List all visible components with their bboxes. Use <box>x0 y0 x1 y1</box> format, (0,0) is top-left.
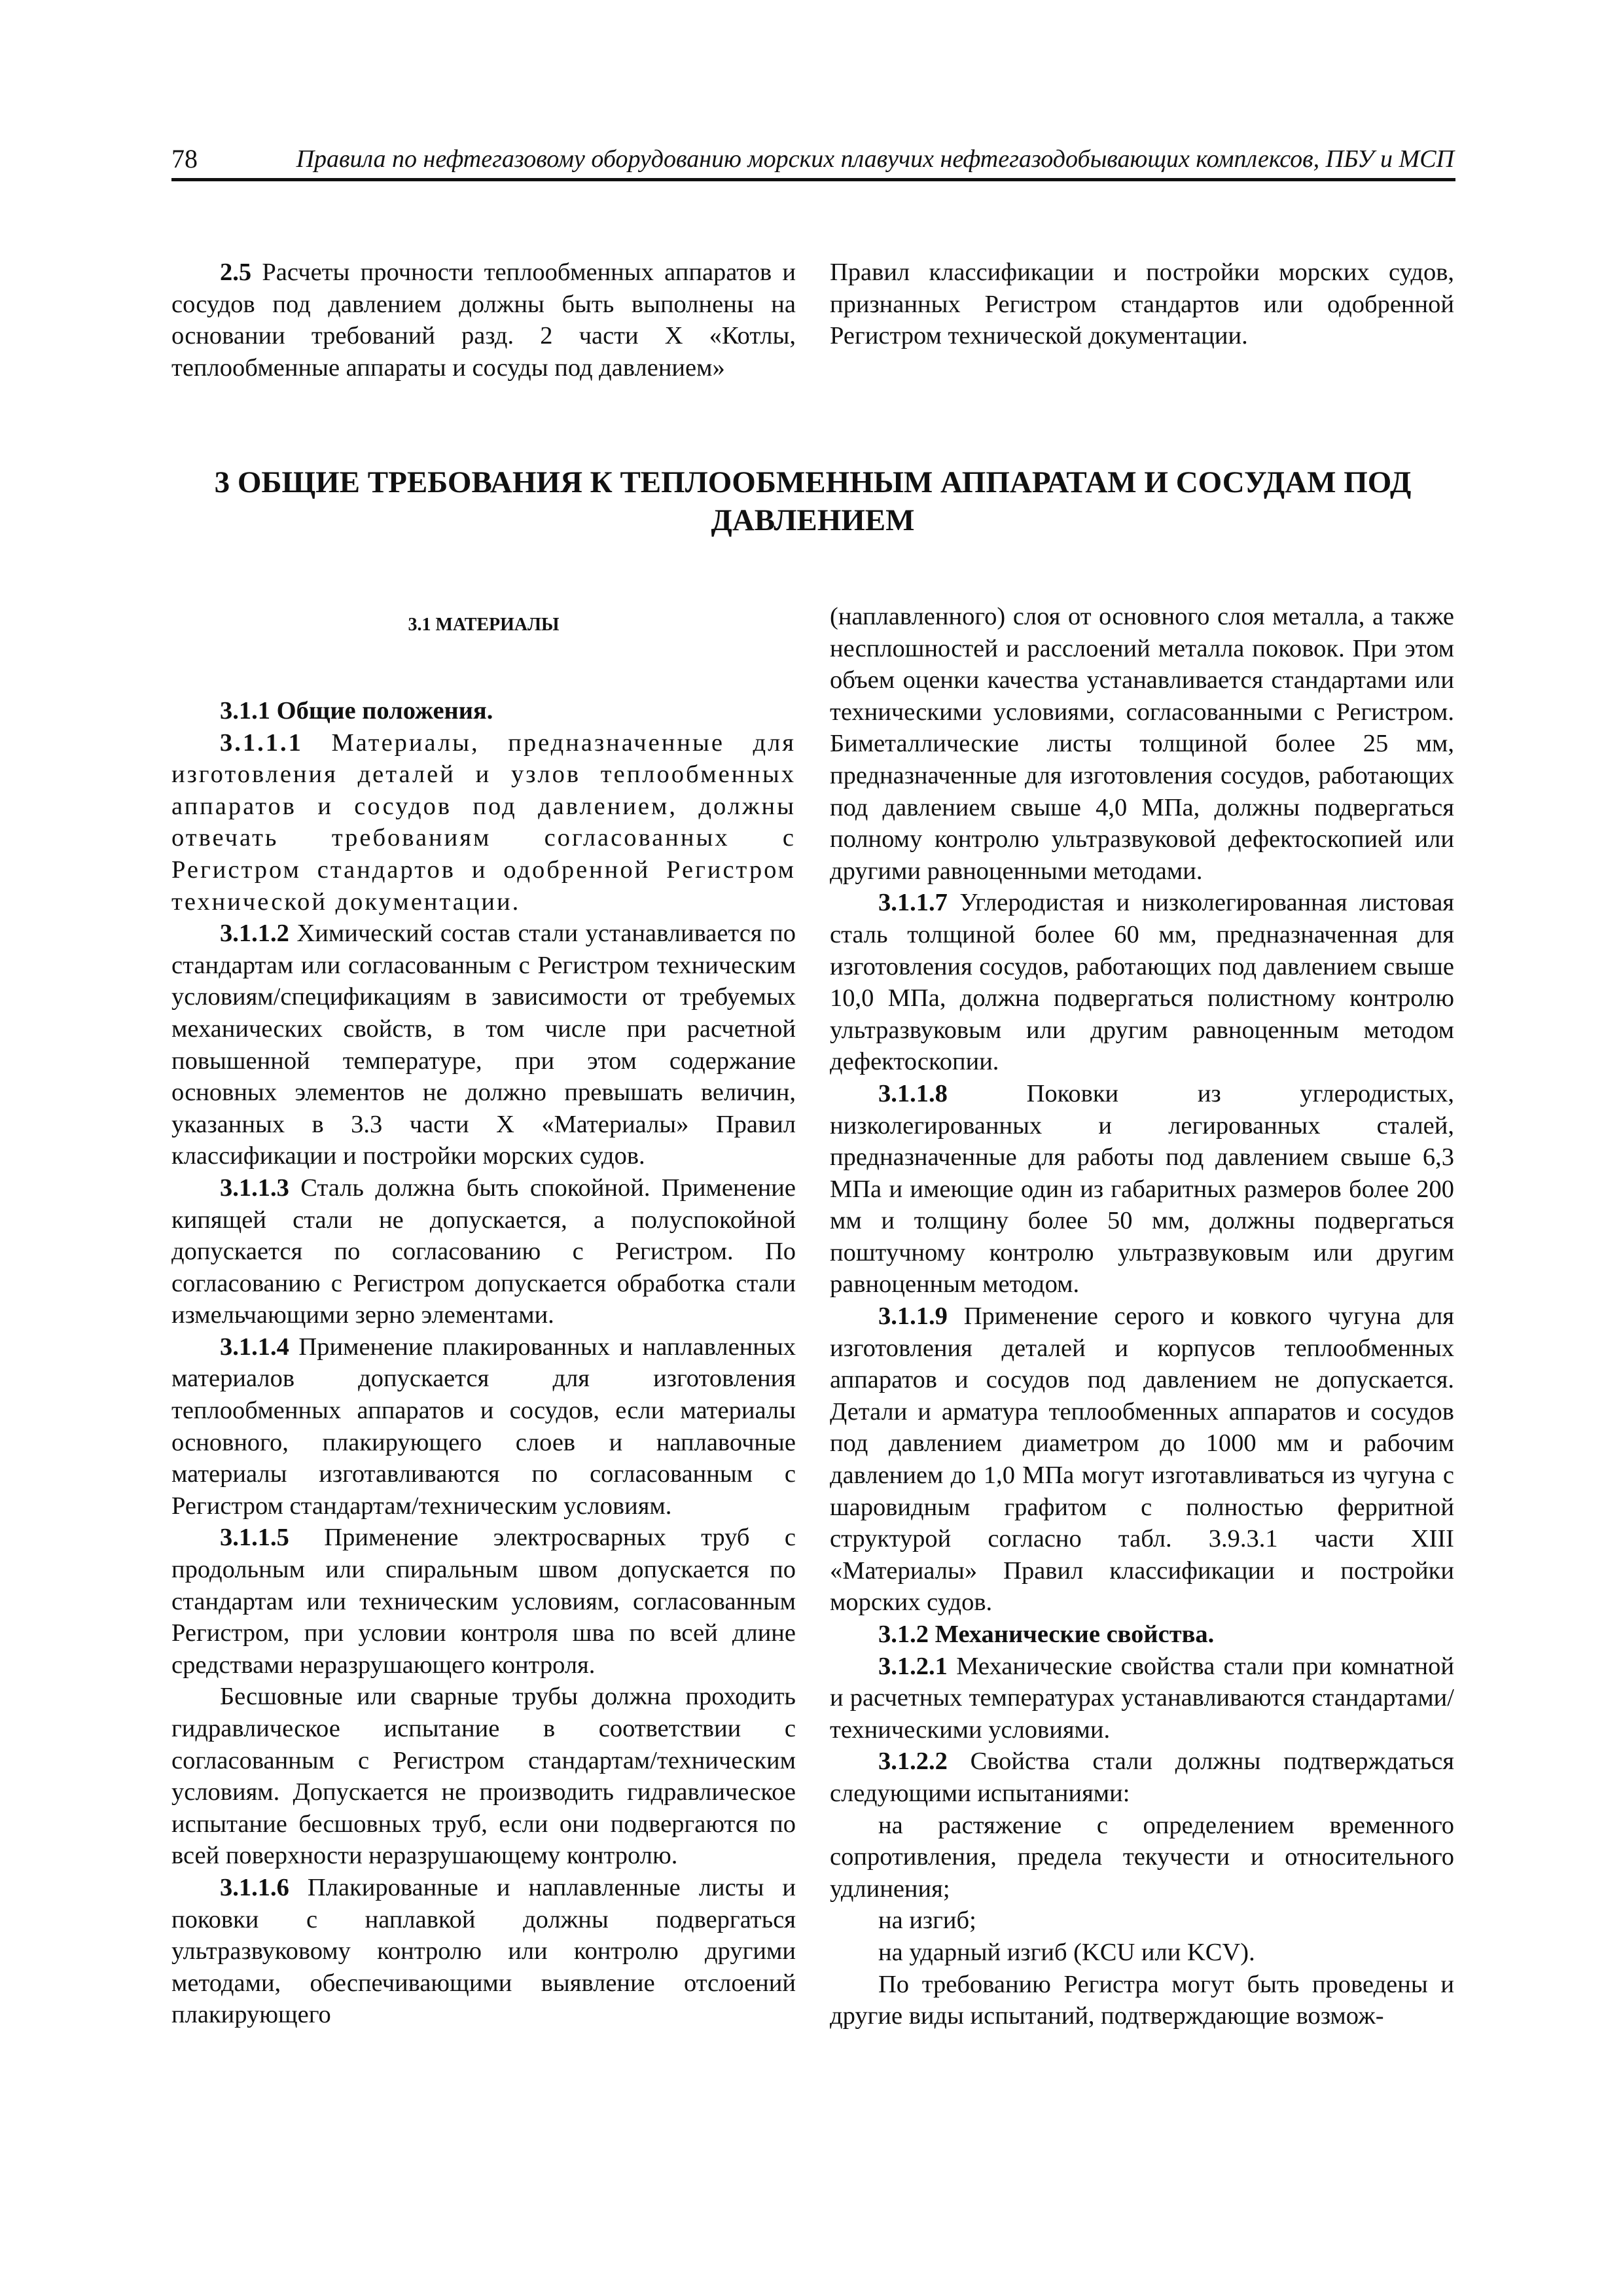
clause-text: Применение электросварных труб с продольным или спиральным швом допускается по стандартам или техническим условиям, согласованным Регистром, при условии контроля шва по всей длине средствами неразрушающего контроля. <box>171 1524 796 1679</box>
clause-text: Свойства стали должны подтверждаться следующими испытаниями: <box>830 1748 1454 1807</box>
paragraph-3-1-1-6 <box>171 1872 796 2031</box>
paragraph-2-5 <box>171 257 796 384</box>
paragraph-3-1-1-4 <box>171 1331 796 1522</box>
running-title: Правила по нефтегазовому оборудованию морских плавучих нефтегазодобывающих комплексов, ПБУ и МСП <box>296 145 1454 173</box>
clause-text: Механические свойства стали при комнатной и расчетных температурах устанавливаются стандартами/техническими условиями. <box>830 1652 1454 1744</box>
paragraph-register-tests: По требованию Регистра могут быть проведены и другие виды испытаний, подтверждающие возмож- <box>830 1970 1454 2030</box>
clause-number: 3.1.1.2 <box>220 920 289 948</box>
clause-text: Химический состав стали устанавливается по стандартам или согласованным с Регистром техническим условиям/спецификациям в зависимости от требуемых механических свойств, в том числе при расчетной повышенной температуре, при этом содержание основных элементов не должно превышать величин, указанных в 3.3 части X «Материалы» Правил классификации и постройки морских судов. <box>171 920 796 1170</box>
paragraph-3-1-1-9 <box>830 1300 1454 1619</box>
clause-2-5-right <box>830 257 1454 352</box>
paragraph-3-1-1-7 <box>830 887 1454 1078</box>
clause-text: Материалы, предназначенные для изготовления деталей и узлов теплообменных аппаратов и сосудов под давлением, должны отвечать требованиям согласованных с Регистром стандартов и одобренной Регистром технической документации. <box>171 728 796 916</box>
heading-3-1-2: 3.1.2 Механические свойства. <box>878 1621 1215 1648</box>
test-item-bend: на изгиб; <box>878 1907 976 1935</box>
subsection-heading: 3.1 МАТЕРИАЛЫ <box>408 615 560 635</box>
clause-text: Применение серого и ковкого чугуна для изготовления деталей и корпусов теплообменных аппаратов и сосудов под давлением не допускается. Детали и арматура теплообменных аппаратов и сосудов под давлением диаметром до 1000 мм и рабочим давлением до 1,0 МПа могут изготавливаться из чугуна с шаровидным графитом с полностью ферритной структурой согласно табл. 3.9.3.1 части XIII «Материалы» Правил классификации и постройки морских судов. <box>830 1302 1454 1617</box>
paragraph-2-5-continued: Правил классификации и постройки морских судов, признанных Регистром стандартов или одобренной Регистром технической документации. <box>830 259 1454 350</box>
page-number: 78 <box>171 144 198 173</box>
header-rule <box>171 178 1455 181</box>
clause-number: 2.5 <box>220 259 252 286</box>
clause-number: 3.1.1.8 <box>878 1079 948 1107</box>
clause-text: Расчеты прочности теплообменных аппаратов и сосудов под давлением должны быть выполнены на основании требований разд. 2 части X «Котлы, теплообменные аппараты и сосуды под давлением» <box>171 259 796 382</box>
paragraph-3-1-1-6-continued: (наплавленного) слоя от основного слоя металла, а также несплошностей и расслоений металла поковок. При этом объем оценки качества устанавливается стандартами или техническими условиями, согласованными с Регистром. Биметаллические листы толщиной более 25 мм, предназначенные для изготовления сосудов, работающих под давлением свыше 4,0 МПа, должны подвергаться полному контролю ультразвуковой дефектоскопией или другими равноценными методами. <box>830 603 1454 885</box>
paragraph-3-1-1-8 <box>830 1078 1454 1300</box>
clause-text: Поковки из углеродистых, низколегированных и легированных сталей, предназначенные для работы под давлением свыше 6,3 МПа и имеющие один из габаритных размеров более 200 мм и толщину более 50 мм, должны подвергаться поштучному контролю ультразвуковым или другим равноценным методом. <box>830 1079 1454 1299</box>
clause-text: Плакированные и наплавленные листы и поковки с наплавкой должны подвергаться ультразвуковому контролю или контролю другими методами, обеспечивающими выявление отслоений плакирующего <box>171 1873 796 2029</box>
clause-number: 3.1.1.4 <box>220 1333 289 1361</box>
clause-number: 3.1.2.1 <box>878 1652 948 1680</box>
paragraph-3-1-1-1 <box>171 727 796 918</box>
clause-number: 3.1.1.3 <box>220 1174 289 1202</box>
heading-3-1-1: 3.1.1 Общие положения. <box>220 697 493 725</box>
paragraph-3-1-2-1 <box>830 1651 1454 1746</box>
clause-number: 3.1.1.6 <box>220 1873 289 1901</box>
left-column <box>171 695 796 2031</box>
paragraph-3-1-1-2 <box>171 918 796 1172</box>
right-column <box>830 601 1454 2032</box>
clause-number: 3.1.1.5 <box>220 1524 289 1552</box>
section-heading: 3 ОБЩИЕ ТРЕБОВАНИЯ К ТЕПЛООБМЕННЫМ АППАРАТАМ И СОСУДАМ ПОД ДАВЛЕНИЕМ <box>214 465 1412 537</box>
clause-number: 3.1.1.7 <box>878 889 948 917</box>
clause-text: Сталь должна быть спокойной. Применение кипящей стали не допускается, а полуспокойной допускается по согласованию с Регистром. По согласованию с Регистром допускается обработка стали измельчающими зерно элементами. <box>171 1174 796 1329</box>
clause-text: Применение плакированных и наплавленных материалов допускается для изготовления теплообменных аппаратов и сосудов, если материалы основного, плакирующего слоев и наплавочные материалы изготавливаются по согласованным с Регистром стандартам/техническим условиям. <box>171 1333 796 1520</box>
test-item-tension: на растяжение с определением временного сопротивления, предела текучести и относительного удлинения; <box>830 1811 1454 1903</box>
paragraph-3-1-1-3 <box>171 1172 796 1331</box>
page-header <box>171 143 1454 179</box>
clause-2-5-left <box>171 257 796 384</box>
clause-number: 3.1.1.1 <box>220 728 303 757</box>
paragraph-3-1-1-5 <box>171 1522 796 1681</box>
clause-number: 3.1.1.9 <box>878 1302 948 1331</box>
clause-text: Углеродистая и низколегированная листовая сталь толщиной более 60 мм, предназначенная для изготовления сосудов, работающих под давлением свыше 10,0 МПа, должна подвергаться полистному контролю ультразвуковым или другим равноценным методом дефектоскопии. <box>830 889 1454 1076</box>
paragraph-seamless-pipes: Бесшовные или сварные трубы должна проходить гидравлическое испытание в соответствии с согласованным с Регистром стандартам/техническим условиям. Допускается не производить гидравлическое испытание бесшовных труб, если они подвергаются по всей поверхности неразрушающему контролю. <box>171 1683 796 1870</box>
paragraph-3-1-2-2 <box>830 1746 1454 1809</box>
test-item-impact: на ударный изгиб (KCU или KCV). <box>878 1938 1255 1966</box>
clause-number: 3.1.2.2 <box>878 1748 948 1776</box>
